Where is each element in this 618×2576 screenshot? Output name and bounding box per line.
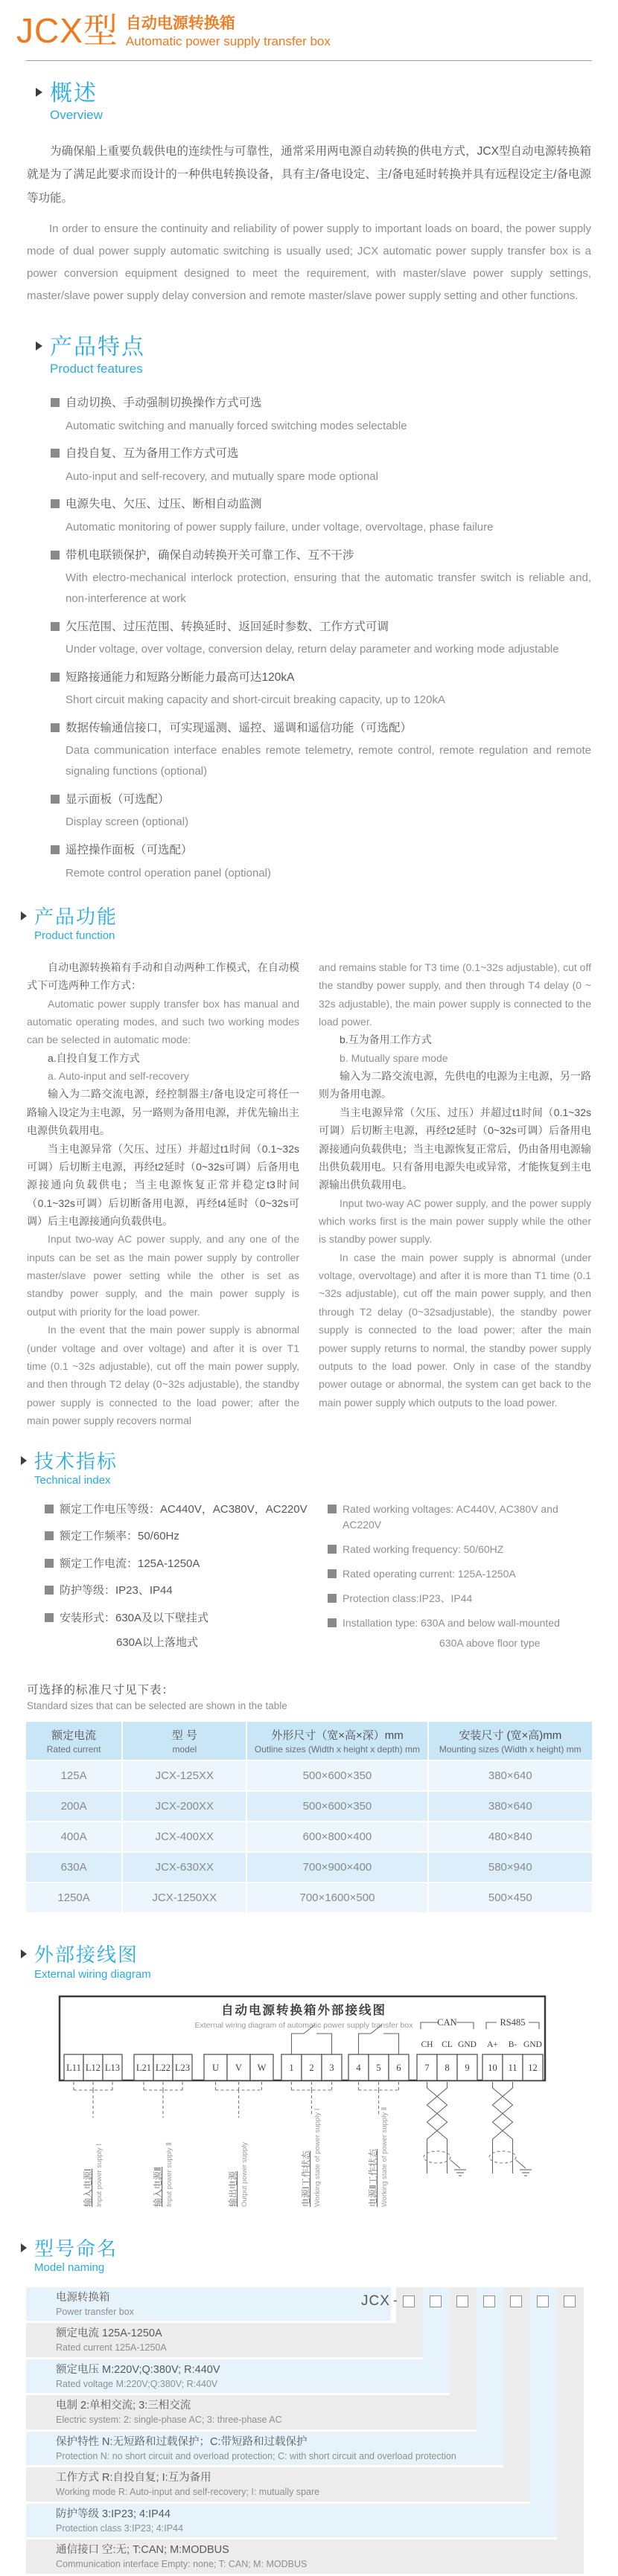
- group-bracket-input2: [144, 2082, 182, 2207]
- table-row: [26, 1852, 592, 1883]
- triangle-icon: [21, 911, 27, 920]
- tech-item-text: Installation type: 630A and below wall-mounted: [343, 1616, 560, 1629]
- terminal-label: 4: [356, 2063, 361, 2074]
- function-paragraph: b. Mutually spare mode: [340, 1051, 448, 1064]
- terminal-block-output: [204, 2054, 273, 2080]
- tech-item-text: 额定工作频率：50/60Hz: [60, 1530, 179, 1543]
- naming-strip: [530, 2287, 557, 2504]
- terminal-label: 11: [508, 2063, 517, 2074]
- rs485-pin-label: GND: [523, 2040, 542, 2050]
- cell-model: JCX-1250XX: [122, 1883, 246, 1913]
- naming-row: [26, 2432, 503, 2468]
- tech-item-text: Rated working voltages: AC440V, AC380V and AC220V: [343, 1502, 558, 1531]
- section-title-en: Technical index: [34, 1474, 111, 1487]
- cell-rated-current: 125A: [26, 1760, 122, 1791]
- section-title-en: Product features: [50, 361, 143, 376]
- terminal-label: 10: [488, 2063, 497, 2074]
- can-bracket: [456, 2022, 474, 2029]
- naming-row: [26, 2540, 584, 2576]
- section-title-zh: 外部接线图: [34, 1944, 139, 1967]
- switch-contact-icon: [292, 2034, 305, 2054]
- sizes-note: [0, 1660, 618, 1711]
- terminal-label: 7: [424, 2063, 430, 2074]
- group-bracket-state1: [292, 2082, 332, 2207]
- terminal-label: 1: [289, 2063, 294, 2074]
- cell-model: JCX-200XX: [122, 1791, 246, 1822]
- terminal-label: W: [257, 2063, 267, 2074]
- sizes-note-en: Standard sizes that can be selected are shown in the table: [27, 1700, 287, 1712]
- feature-item: [51, 392, 591, 436]
- feature-en: Under voltage, over voltage, conversion delay, return delay parameter and working mode adjustable: [66, 643, 559, 656]
- naming-strip: [557, 2287, 584, 2540]
- naming-header: [21, 2237, 618, 2275]
- naming-row-zh: 防护等级 3:IP23; 4:IP44: [56, 2508, 171, 2520]
- function-paragraph: Input two-way AC power supply, and the power supply which works first is the main power supply while the other is standby power supply.: [319, 1196, 591, 1246]
- naming-row: [26, 2395, 477, 2432]
- square-bullet-icon: [45, 1531, 54, 1540]
- feature-en: Automatic monitoring of power supply failure, under voltage, overvoltage, phase failure: [66, 520, 494, 534]
- function-right-column: [319, 958, 591, 1429]
- terminal-label: 6: [396, 2063, 401, 2074]
- sizes-note-zh: 可选择的标准尺寸见下表：: [27, 1684, 175, 1697]
- feature-item: [51, 493, 591, 537]
- tech-item: [45, 1502, 313, 1519]
- feature-en: Display screen (optional): [66, 816, 189, 829]
- tech-item: [328, 1566, 596, 1582]
- feature-en: Auto-input and self-recovery, and mutually spare mode optional: [66, 470, 378, 483]
- feature-en: Automatic switching and manually forced switching modes selectable: [66, 419, 407, 432]
- naming-row: [26, 2359, 450, 2396]
- function-paragraph: In case the main power supply is abnormal (under voltage, overvoltage) and after it is more than T1 time (0.1 ~32s adjustable), cut off the main power supply, and then through T2 delay (0~32sadjustable), the standby power supply is connected to the load power; after the main power supply returns to normal, the standby power supply outputs to the load power. Only in case of the standby power outage or abnormal, the system can get back to the main power supply which outputs to the load power.: [319, 1251, 591, 1409]
- group-bracket-state2: [359, 2082, 399, 2207]
- triangle-icon: [21, 2243, 27, 2252]
- features-header: [36, 334, 618, 377]
- section-wiring: [0, 1944, 618, 2218]
- feature-zh: 遥控操作面板（可选配）: [66, 844, 193, 857]
- wiring-header: [21, 1944, 618, 1981]
- model-code-prefix: JCX: [361, 2293, 390, 2309]
- overview-paragraph-zh: 为确保船上重要负载供电的连续性与可靠性，通常采用两电源自动转换的供电方式，JCX型自动电源转换箱就是为了满足此要求而设计的一种供电转换设备，具有主/备电设定、主/备电延时转换并具有远程设定主/备电源等功能。: [27, 144, 591, 205]
- square-bullet-icon: [45, 1586, 54, 1595]
- terminal-label: L22: [155, 2063, 171, 2074]
- section-title-zh: 型号命名: [34, 2237, 118, 2261]
- standard-sizes-table: [26, 1722, 592, 1914]
- twisted-pair-can: [424, 2082, 466, 2176]
- model-code-box: [483, 2295, 495, 2307]
- square-bullet-icon: [51, 551, 60, 560]
- terminal-label: 2: [309, 2063, 314, 2074]
- square-bullet-icon: [328, 1618, 337, 1627]
- naming-row-zh: 电制 2:单相交流; 3:三相交流: [56, 2400, 191, 2412]
- model-naming-diagram: [26, 2287, 592, 2576]
- group-label-en: Output power supply: [240, 2142, 249, 2208]
- square-bullet-icon: [51, 622, 60, 631]
- shield-icon: [424, 2151, 450, 2163]
- cell-rated-current: 630A: [26, 1852, 122, 1883]
- cell-mounting-size: 500×450: [428, 1883, 592, 1913]
- feature-en: Remote control operation panel (optional): [66, 866, 271, 880]
- naming-row: [26, 2467, 530, 2504]
- terminal-label: 12: [528, 2063, 538, 2074]
- feature-en: With electro-mechanical interlock protection, ensuring that the automatic transfer switch is reliable and, non-interference at work: [66, 571, 591, 605]
- model-code-box: [403, 2295, 415, 2307]
- naming-row-zh: 电源转换箱: [56, 2291, 110, 2304]
- feature-item: [51, 717, 591, 782]
- cell-rated-current: 1250A: [26, 1883, 122, 1913]
- tech-item-text: Protection class:IP23、IP44: [343, 1592, 473, 1604]
- section-title-zh: 概述: [50, 80, 98, 106]
- naming-row-zh: 额定电流 125A-1250A: [56, 2327, 162, 2340]
- naming-row-en: Power transfer box: [56, 2306, 134, 2317]
- triangle-icon: [21, 1949, 27, 1958]
- tech-item: [45, 1528, 313, 1545]
- cell-model: JCX-400XX: [122, 1822, 246, 1852]
- section-title-zh: 产品特点: [50, 334, 145, 359]
- triangle-icon: [21, 1456, 27, 1465]
- function-header: [21, 906, 618, 943]
- function-paragraph: 当主电源异常（欠压、过压）并超过t1时间（0.1~32s可调）后切断主电源，再经t2延时（0~32s可调）后备用电源接通向负载供电；当主电源恢复正常后，仍由备用电源输出供负载用电。只有备用电源失电或异常，才能恢复到主电源输出供负载用电。: [319, 1106, 591, 1191]
- terminal-label: 9: [465, 2063, 470, 2074]
- technical-left-column: [45, 1502, 313, 1661]
- group-label-zh: 电源Ⅰ工作状态: [301, 2150, 311, 2208]
- feature-item: [51, 667, 591, 711]
- feature-zh: 数据传输通信接口，可实现遥测、遥控、遥调和遥信功能（可选配）: [66, 721, 412, 734]
- can-bracket: [421, 2022, 438, 2029]
- cell-rated-current: 400A: [26, 1822, 122, 1852]
- terminal-block-input2: [134, 2054, 192, 2080]
- feature-en: Data communication interface enables remote telemetry, remote control, remote regulation and remote signaling functions (optional): [66, 744, 591, 778]
- function-columns: [0, 955, 618, 1429]
- product-title-en: Automatic power supply transfer box: [125, 34, 331, 49]
- feature-zh: 自动切换、手动强制切换操作方式可选: [66, 397, 262, 410]
- technical-columns: [0, 1500, 618, 1661]
- can-pin-label: CL: [442, 2040, 453, 2050]
- switch-contact-icon: [383, 2034, 399, 2054]
- table-row: [26, 1791, 592, 1822]
- feature-item: [51, 839, 591, 883]
- terminal-block-input1: [64, 2054, 122, 2080]
- square-bullet-icon: [45, 1559, 54, 1568]
- group-label-en: Working state of power supply Ⅰ: [313, 2108, 322, 2208]
- col-header-mounting-sizes: 安装尺寸 (宽×高)mm Mounting sizes (Width x height) mm: [428, 1722, 592, 1760]
- technical-right-column: [328, 1502, 596, 1661]
- naming-row-en: Communication interface Empty: none; T: CAN; M: MODBUS: [56, 2559, 308, 2570]
- tech-item-subline: 630A以上落地式: [116, 1636, 199, 1650]
- naming-row-en: Working mode R: Auto-input and self-recovery; I: mutually spare: [56, 2487, 320, 2498]
- feature-zh: 显示面板（可选配）: [66, 792, 170, 806]
- square-bullet-icon: [51, 499, 60, 508]
- naming-row-en: Electric system: 2: single-phase AC; 3: three-phase AC: [56, 2415, 282, 2426]
- cell-outline-size: 600×800×400: [246, 1822, 427, 1852]
- function-paragraph: Automatic power supply transfer box has manual and automatic operating modes, and such two working modes can be selected in automatic mode:: [27, 997, 299, 1046]
- cell-outline-size: 500×600×350: [246, 1760, 427, 1791]
- tech-item-text: 防护等级：IP23、IP44: [60, 1584, 173, 1598]
- rs485-bracket: [529, 2022, 539, 2029]
- naming-row: [26, 2323, 423, 2359]
- function-paragraph: 输入为二路交流电源，经控制器主/备电设定可将任一路输入设定为主电源，另一路则为备用电源，并优先输出主电源供负载用电。: [27, 1088, 299, 1137]
- can-pin-label: CH: [421, 2040, 433, 2050]
- feature-item: [51, 545, 591, 609]
- can-bus-label: CAN: [437, 2017, 457, 2028]
- section-features: [0, 334, 618, 883]
- header-divider: [26, 60, 592, 61]
- shield-lead: [450, 2160, 460, 2168]
- cell-model: JCX-125XX: [122, 1760, 246, 1791]
- group-bracket-input1: [74, 2082, 112, 2207]
- model-code-box: [456, 2295, 468, 2307]
- square-bullet-icon: [51, 723, 60, 732]
- overview-body: [0, 135, 618, 307]
- square-bullet-icon: [51, 449, 60, 458]
- cell-mounting-size: 580×940: [428, 1852, 592, 1883]
- switch-contact-icon: [359, 2034, 372, 2054]
- section-title-en: Overview: [50, 107, 103, 122]
- ground-icon: [454, 2170, 466, 2176]
- diagram-title-en: External wiring diagram of automatic power supply transfer box: [194, 2021, 413, 2031]
- naming-row-en: Protection class 3:IP23; 4:IP44: [56, 2522, 183, 2534]
- model-code-box: [564, 2295, 576, 2307]
- cell-rated-current: 200A: [26, 1791, 122, 1822]
- section-title-zh: 产品功能: [34, 906, 118, 929]
- function-paragraph: 自动电源转换箱有手动和自动两种工作模式，在自动模式下可选两种工作方式：: [27, 961, 299, 992]
- cell-model: JCX-630XX: [122, 1852, 246, 1883]
- function-paragraph: 当主电源异常（欠压、过压）并超过t1时间（0.1~32s可调）后切断主电源，再经t2延时（0~32s可调）后备用电源接通向负载供电；当主电源恢复正常并稳定t3时间（0.1~32s可调）后切断备用电源，再经t4延时（0~32s可调）后主电源接通向负载供电。: [27, 1142, 299, 1227]
- square-bullet-icon: [328, 1545, 337, 1554]
- function-left-column: [27, 958, 299, 1429]
- cell-outline-size: 700×900×400: [246, 1852, 427, 1883]
- group-label-en: Input power supply Ⅱ: [165, 2142, 173, 2208]
- overview-header: [36, 80, 618, 124]
- diagram-title-zh: 自动电源转换箱外部接线图: [221, 2003, 386, 2018]
- section-title-zh: 技术指标: [34, 1450, 118, 1473]
- square-bullet-icon: [51, 795, 60, 804]
- tech-item: [45, 1556, 313, 1573]
- group-label-zh: 输入电源Ⅱ: [153, 2167, 163, 2208]
- square-bullet-icon: [328, 1594, 337, 1603]
- overview-paragraph-en: In order to ensure the continuity and reliability of power supply to important loads on board, the power supply mode of dual power supply automatic switching is usually used; JCX automatic power supply transfer box is a power conversion equipment designed to meet the requirement, with master/slave power supply settings, master/slave power supply delay conversion and remote master/slave power supply setting and other functions.: [27, 222, 591, 302]
- square-bullet-icon: [328, 1505, 337, 1513]
- function-paragraph: Input two-way AC power supply, and any one of the inputs can be set as the main power supply by controller master/slave power setting while the other is set as standby power supply, and the main power supply is output with priority for the load power.: [27, 1233, 299, 1318]
- terminal-label: V: [235, 2063, 243, 2074]
- rs485-bus-label: RS485: [500, 2017, 526, 2028]
- tech-item: [328, 1542, 596, 1557]
- naming-row: [26, 2504, 557, 2540]
- function-paragraph: In the event that the main power supply is abnormal (under voltage and over voltage) and after it is over T1 time (0.1 ~32s adjustable), cut off the main power supply, and then through T2 delay (0~32s adjustable), the standby power supply is connected to the load power; after the main power supply recovers normal: [27, 1324, 299, 1426]
- function-paragraph: b.互为备用工作方式: [340, 1034, 432, 1046]
- rs485-pin-label: A+: [487, 2040, 498, 2050]
- terminal-label: L21: [136, 2063, 152, 2074]
- model-code-box: [537, 2295, 549, 2307]
- tech-item: [45, 1583, 313, 1600]
- feature-zh: 电源失电、欠压、过压、断相自动监测: [66, 498, 262, 511]
- group-label-zh: 输入电源Ⅰ: [83, 2168, 93, 2208]
- section-title-en: Model naming: [34, 2261, 105, 2275]
- technical-header: [21, 1450, 618, 1488]
- col-header-model: 型 号 model: [122, 1722, 246, 1760]
- naming-row-zh: 额定电压 M:220V;Q:380V; R:440V: [56, 2363, 220, 2376]
- features-list: [0, 389, 618, 883]
- tech-item: [328, 1591, 596, 1606]
- naming-row-en: Rated voltage M:220V;Q:380V; R:440V: [56, 2378, 218, 2389]
- product-title-zh: 自动电源转换箱: [125, 15, 235, 32]
- cell-outline-size: 700×1600×500: [246, 1883, 427, 1913]
- cell-mounting-size: 380×640: [428, 1760, 592, 1791]
- square-bullet-icon: [51, 673, 60, 682]
- tech-item-text: Rated operating current: 125A-1250A: [343, 1567, 516, 1580]
- feature-item: [51, 789, 591, 833]
- product-title: [126, 12, 331, 50]
- terminal-label: L13: [104, 2063, 121, 2074]
- group-label-en: Working state of power supply Ⅱ: [380, 2106, 389, 2208]
- function-paragraph: 输入为二路交流电源，先供电的电源为主电源，另一路则为备用电源。: [319, 1070, 591, 1100]
- naming-row-zh: 保护特性 N:无短路和过载保护；C:带短路和过载保护: [56, 2435, 308, 2448]
- group-label-zh: 输出电源: [228, 2171, 238, 2208]
- terminal-label: 5: [376, 2063, 381, 2074]
- group-label-zh: 电源Ⅱ工作状态: [368, 2149, 378, 2208]
- col-header-rated-current: 额定电流 Rated current: [26, 1722, 122, 1760]
- tech-item-subline: 630A above floor type: [439, 1636, 541, 1649]
- square-bullet-icon: [51, 398, 60, 407]
- section-model-naming: [0, 2237, 618, 2576]
- terminal-block-state1: [281, 2054, 342, 2080]
- table-header-row: [26, 1722, 592, 1760]
- naming-row-en: Protection N: no short circuit and overload protection; C: with short circuit and overload protection: [56, 2450, 456, 2461]
- function-paragraph: a. Auto-input and self-recovery: [48, 1070, 189, 1083]
- cell-mounting-size: 480×840: [428, 1822, 592, 1852]
- square-bullet-icon: [51, 845, 60, 854]
- naming-row-zh: 工作方式 R:自投自复; I:互为备用: [56, 2472, 211, 2484]
- table-row: [26, 1760, 592, 1791]
- cell-outline-size: 500×600×350: [246, 1791, 427, 1822]
- triangle-icon: [36, 342, 42, 350]
- section-title-en: External wiring diagram: [34, 1967, 151, 1981]
- feature-item: [51, 443, 591, 487]
- model-code-line: [26, 2292, 592, 2314]
- twisted-pair-rs485: [489, 2082, 532, 2176]
- rs485-pin-label: B-: [508, 2040, 517, 2050]
- terminal-label: L11: [66, 2063, 81, 2074]
- section-title-en: Product function: [34, 929, 115, 943]
- feature-en: Short circuit making capacity and short-circuit breaking capacity, up to 120kA: [66, 693, 445, 707]
- rs485-bracket: [486, 2022, 497, 2029]
- terminal-block-rs485: [482, 2054, 543, 2080]
- tech-item: [45, 1610, 313, 1627]
- naming-row-en: Rated current 125A-1250A: [56, 2342, 167, 2354]
- ground-icon: [520, 2170, 532, 2176]
- terminal-label: L23: [174, 2063, 191, 2074]
- terminal-label: U: [211, 2063, 220, 2074]
- naming-row-zh: 通信接口 空:无; T:CAN; M:MODBUS: [56, 2544, 229, 2557]
- tech-item-text: 安装形式：630A及以下壁挂式: [60, 1611, 209, 1624]
- terminal-label: 3: [329, 2063, 334, 2074]
- shield-icon: [489, 2151, 516, 2163]
- tech-item-text: 额定工作电流：125A-1250A: [60, 1557, 200, 1570]
- can-pin-label: GND: [458, 2040, 477, 2050]
- feature-zh: 欠压范围、过压范围、转换延时、返回延时参数、工作方式可调: [66, 620, 389, 633]
- square-bullet-icon: [328, 1569, 337, 1578]
- tech-item: [328, 1502, 596, 1533]
- function-paragraph: and remains stable for T3 time (0.1~32s adjustable), cut off the standby power supply, and then through T4 delay (0 ~ 32s adjustable), the main power supply is connected to the load power.: [319, 961, 591, 1028]
- model-code-box: [510, 2295, 522, 2307]
- table-row: [26, 1822, 592, 1852]
- tech-item: [328, 1615, 596, 1631]
- shield-lead: [516, 2160, 526, 2168]
- terminal-label: 8: [445, 2063, 450, 2074]
- cell-mounting-size: 380×640: [428, 1791, 592, 1822]
- col-header-outline-sizes: 外形尺寸（宽×高×深）mm Outline sizes (Width x height x depth) mm: [246, 1722, 427, 1760]
- section-function: [0, 906, 618, 1429]
- section-overview: [0, 80, 618, 307]
- group-bracket-output: [216, 2082, 262, 2207]
- document-header: [0, 9, 618, 60]
- tech-item-text: Rated working frequency: 50/60HZ: [343, 1542, 504, 1555]
- naming-strip: [503, 2287, 530, 2468]
- wiring-diagram: [58, 1995, 618, 2218]
- feature-zh: 自投自复、互为备用工作方式可选: [66, 447, 239, 461]
- square-bullet-icon: [45, 1505, 54, 1513]
- group-label-en: Input power supply Ⅰ: [95, 2143, 103, 2208]
- terminal-block-state2: [348, 2054, 409, 2080]
- triangle-icon: [36, 88, 42, 97]
- terminal-block-can: [417, 2054, 477, 2080]
- model-code-box: [430, 2295, 442, 2307]
- function-paragraph: a.自投自复工作方式: [48, 1051, 140, 1064]
- feature-zh: 短路接通能力和短路分断能力最高可达120kA: [66, 670, 295, 684]
- table-row: [26, 1883, 592, 1913]
- tech-item-text: 额定工作电压等级：AC440V，AC380V，AC220V: [60, 1502, 308, 1516]
- feature-item: [51, 616, 591, 660]
- switch-contact-icon: [316, 2034, 332, 2054]
- square-bullet-icon: [45, 1613, 54, 1622]
- feature-zh: 带机电联锁保护，确保自动转换开关可靠工作、互不干涉: [66, 548, 354, 562]
- product-model: JCX型: [16, 11, 118, 50]
- terminal-label: L12: [85, 2063, 101, 2074]
- section-technical-index: [0, 1450, 618, 1660]
- model-code-dash: -: [393, 2293, 398, 2307]
